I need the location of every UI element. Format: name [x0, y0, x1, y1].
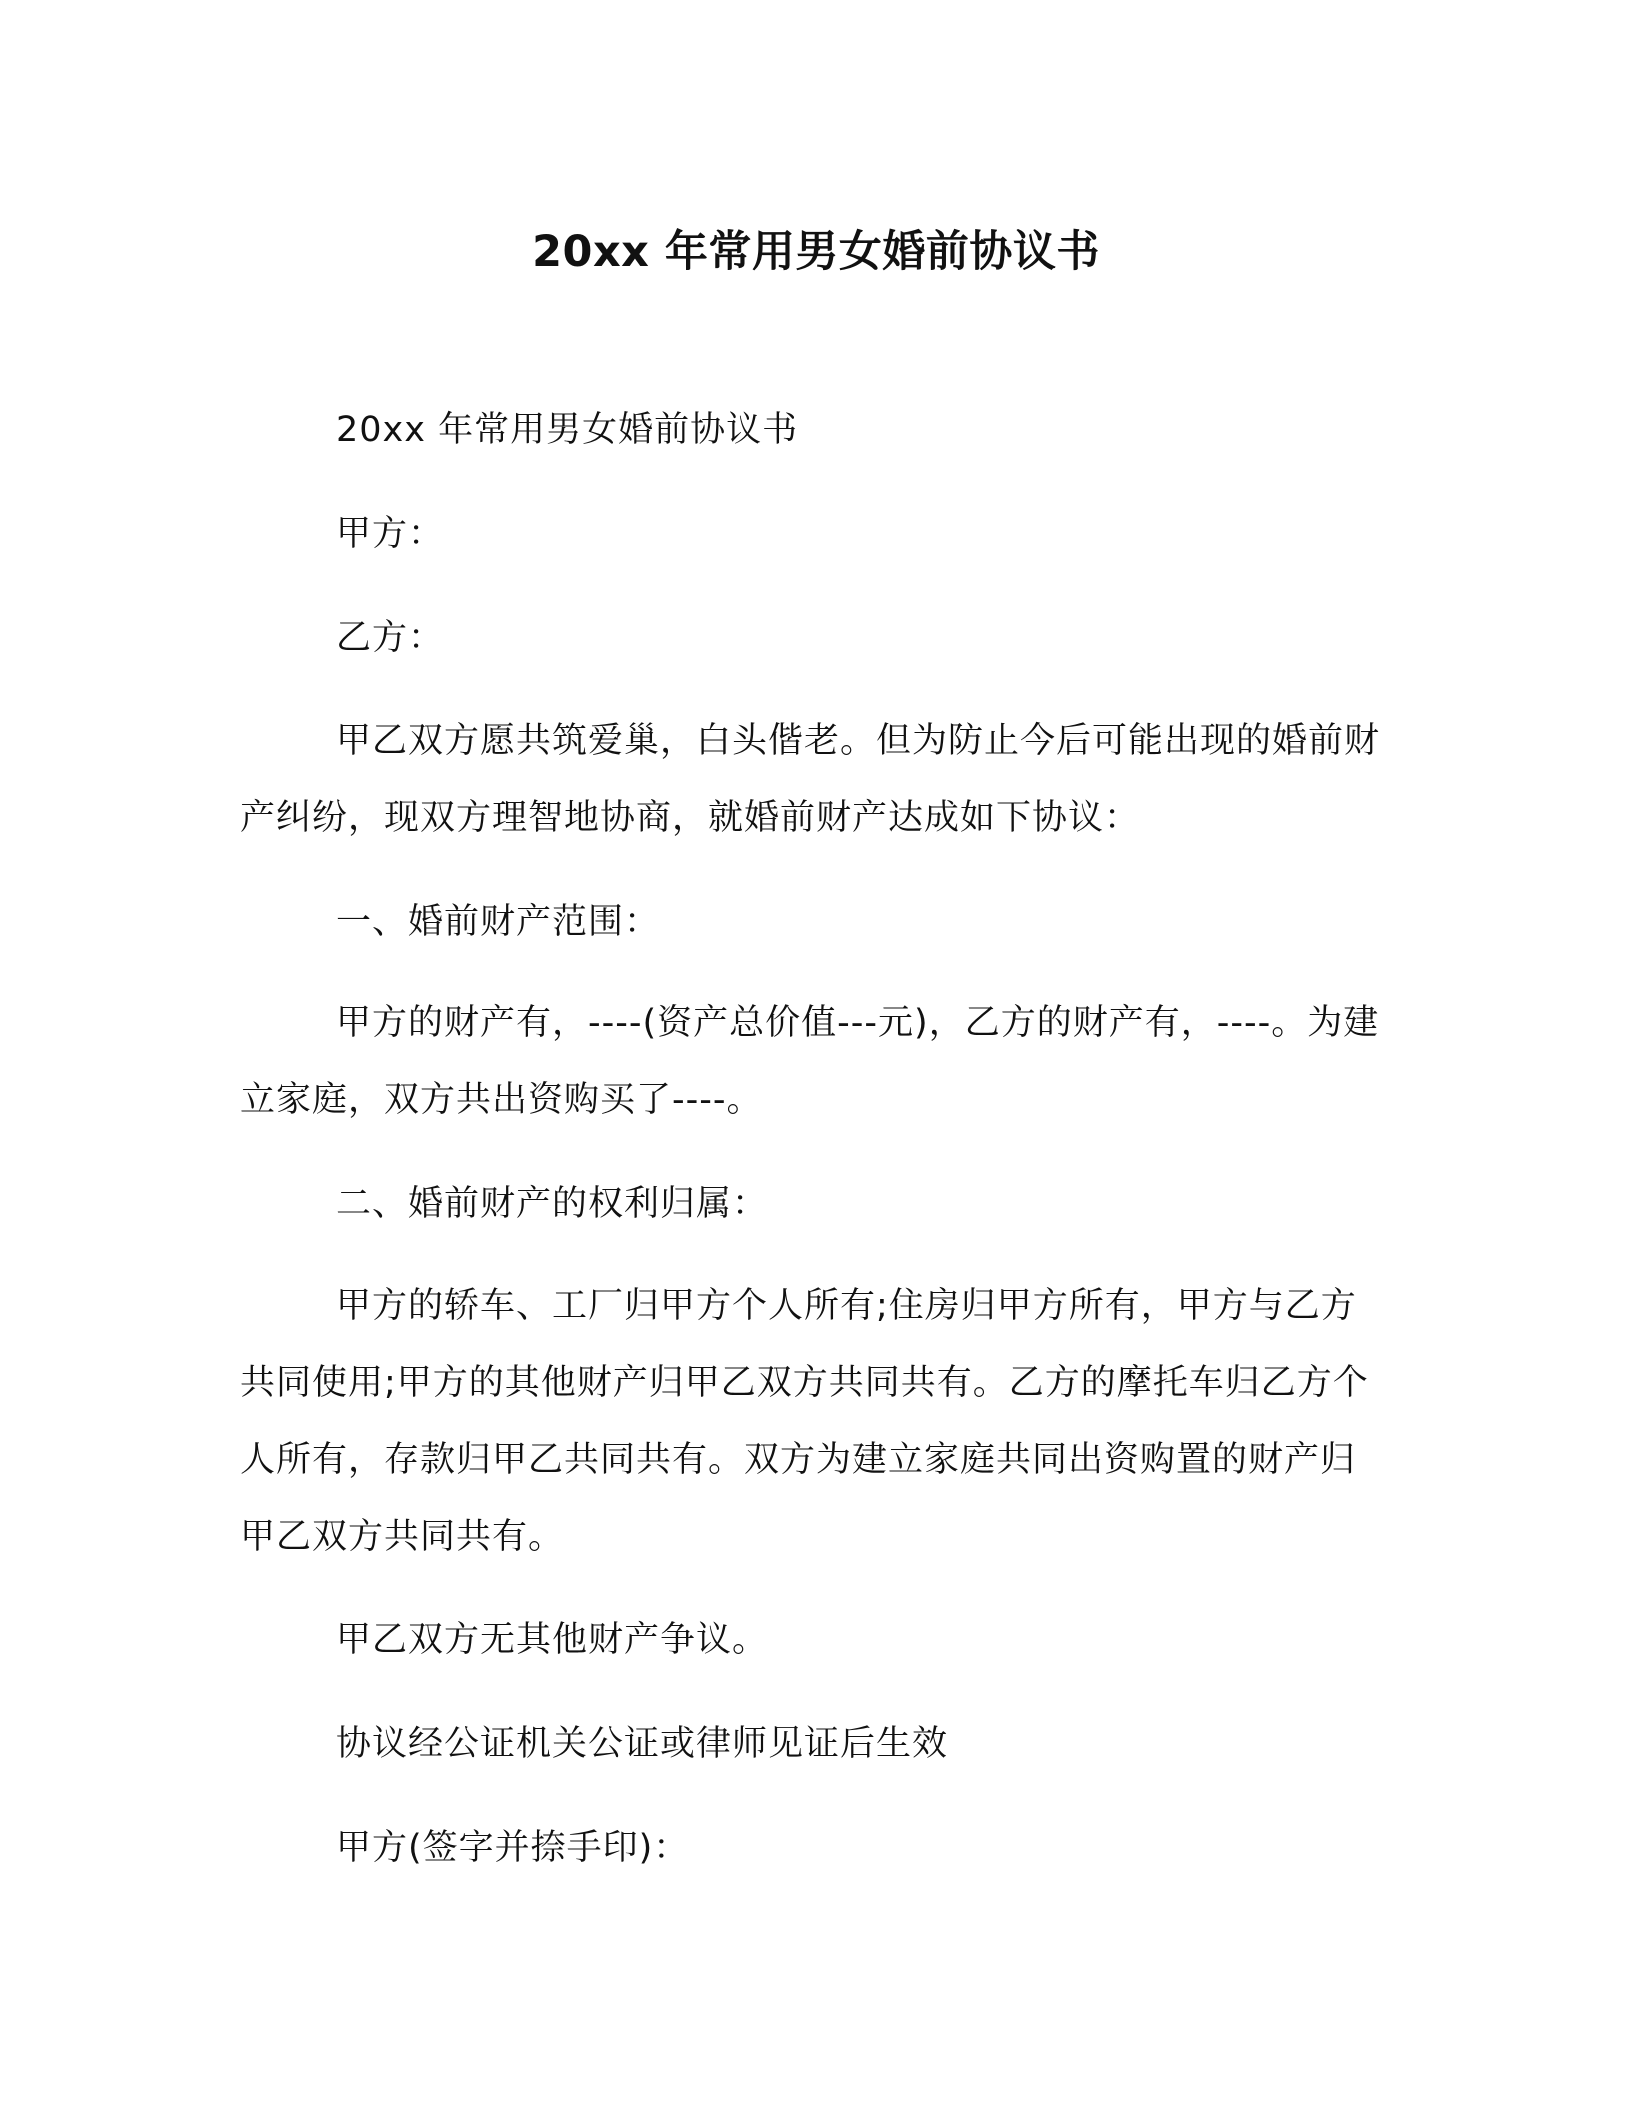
document-title: 20xx 年常用男女婚前协议书 [532, 227, 1100, 277]
heading-section-2: 二、婚前财产的权利归属： [336, 1184, 769, 1224]
paragraph-subtitle: 20xx 年常用男女婚前协议书 [336, 410, 799, 450]
paragraph-effective: 协议经公证机关公证或律师见证后生效 [336, 1724, 949, 1764]
paragraph-property-scope: 甲方的财产有，----(资产总价值---元)，乙方的财产有，----。为建立家庭，双方共出资购买了----。 [240, 1003, 1380, 1120]
paragraph-ownership: 甲方的轿车、工厂归甲方个人所有;住房归甲方所有，甲方与乙方共同使用;甲方的其他财产归甲乙双方共同共有。乙方的摩托车归乙方个人所有，存款归甲乙共同共有。双方为建立家庭共同出资购置的财产归甲乙双方共同共有。 [240, 1286, 1369, 1557]
heading-section-1: 一、婚前财产范围： [336, 902, 661, 942]
paragraph-no-dispute: 甲乙双方无其他财产争议。 [336, 1620, 769, 1660]
paragraph-intro: 甲乙双方愿共筑爱巢，白头偕老。但为防止今后可能出现的婚前财产纠纷，现双方理智地协商，就婚前财产达成如下协议： [240, 721, 1381, 838]
paragraph-party-a: 甲方： [336, 514, 445, 554]
paragraph-party-b: 乙方： [336, 618, 445, 658]
paragraph-signature-a: 甲方(签字并捺手印)： [336, 1828, 690, 1868]
